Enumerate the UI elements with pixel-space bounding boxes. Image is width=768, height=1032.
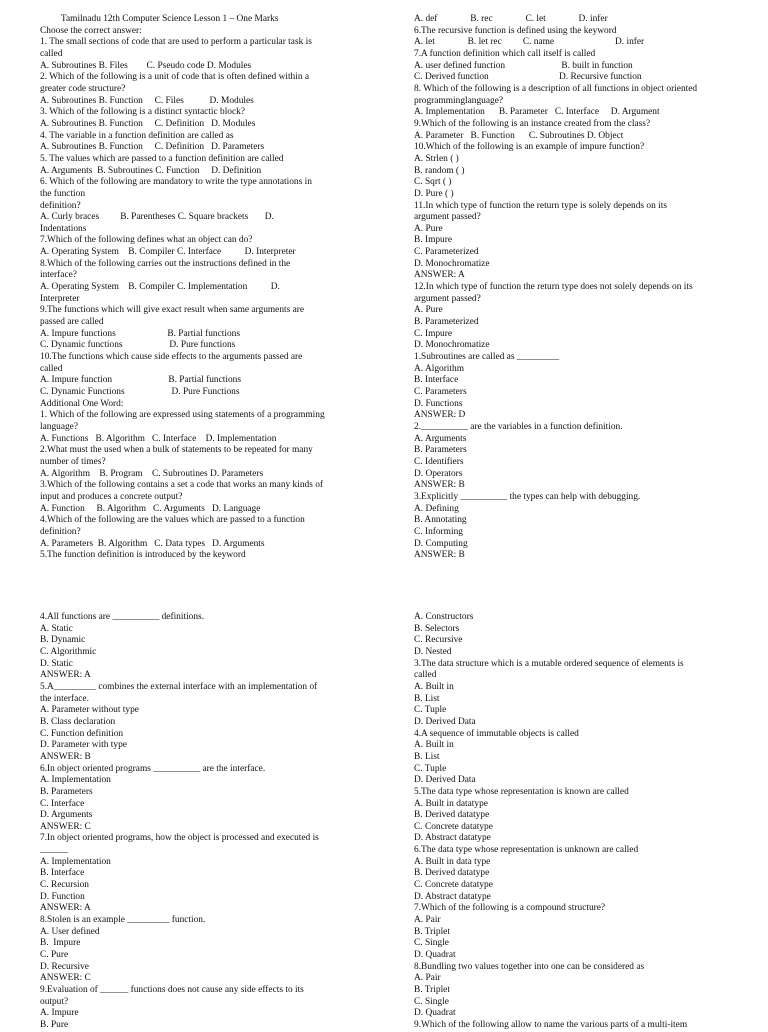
text-line: B. Triplet bbox=[414, 926, 450, 937]
text-line: 3. Which of the following is a distinct syntactic block? bbox=[40, 107, 245, 118]
text-line: 4. The variable in a function definition are called as bbox=[40, 130, 234, 141]
text-line: 12.In which type of function the return type does not solely depends on its bbox=[414, 282, 693, 293]
text-line: 2.What must the used when a bulk of statements to be repeated for many bbox=[40, 445, 313, 456]
text-line: D. Computing bbox=[414, 538, 468, 549]
text-line: A. Pair bbox=[414, 973, 441, 984]
text-line: 2. Which of the following is a unit of code that is often defined within a bbox=[40, 72, 310, 83]
text-line: A. Strlen ( ) bbox=[414, 153, 459, 164]
text-line: A. Constructors bbox=[414, 612, 474, 622]
text-line: A. Pure bbox=[414, 305, 443, 316]
text-line: A. Curly braces B. Parentheses C. Square brackets D. bbox=[40, 212, 274, 223]
text-line: ANSWER: D bbox=[414, 410, 466, 421]
text-line: 6.In object oriented programs __________ are the interface. bbox=[40, 763, 266, 774]
text-line: D. Static bbox=[40, 658, 73, 669]
text-line: A. user defined function B. built in function bbox=[414, 60, 633, 71]
text-line: called bbox=[40, 48, 63, 59]
text-line: ANSWER: B bbox=[414, 480, 465, 491]
text-line: D. Functions bbox=[414, 398, 463, 409]
text-line: 11.In which type of function the return type is solely depends on its bbox=[414, 200, 667, 211]
text-line: A. Implementation B. Parameter C. Interface D. Argument bbox=[414, 107, 660, 118]
page-2-right-column bbox=[414, 612, 748, 1032]
text-line: language? bbox=[40, 421, 78, 432]
text-line: B. Impure bbox=[40, 938, 81, 949]
text-line: A. Algorithm B. Program C. Subroutines D. Parameters bbox=[40, 468, 264, 479]
text-line: C. Recursion bbox=[40, 880, 89, 891]
text-line: C. Identifiers bbox=[414, 456, 464, 467]
text-line: 7.In object oriented programs, how the object is processed and executed is bbox=[40, 833, 319, 844]
text-line: 6.The data type whose representation is unknown are called bbox=[414, 845, 639, 856]
text-line: interface? bbox=[40, 270, 77, 281]
text-line: greater code structure? bbox=[40, 83, 126, 94]
text-line: output? bbox=[40, 996, 69, 1007]
text-line: C. Derived function D. Recursive function bbox=[414, 72, 642, 83]
text-line: A. Pair bbox=[414, 915, 441, 926]
text-line: 7.Which of the following is a compound structure? bbox=[414, 903, 606, 914]
text-line: definition? bbox=[40, 200, 81, 211]
text-line: argument passed? bbox=[414, 293, 481, 304]
text-line: 9.The functions which will give exact result when same arguments are bbox=[40, 305, 305, 316]
text-line: A. Impure bbox=[40, 1008, 79, 1019]
text-line: A. Subroutines B. Function C. Files D. Modules bbox=[40, 95, 254, 106]
text-line: 4.A sequence of immutable objects is called bbox=[414, 728, 579, 739]
text-line: Tamilnadu 12th Computer Science Lesson 1 – One Marks bbox=[40, 14, 279, 24]
text-line: Indentations bbox=[40, 223, 87, 234]
text-line: called bbox=[40, 363, 63, 374]
text-line: ANSWER: A bbox=[40, 670, 91, 681]
text-line: 6.The recursive function is defined using the keyword bbox=[414, 25, 617, 36]
text-line: B. random ( ) bbox=[414, 165, 465, 176]
text-line: 9.Which of the following allow to name the various parts of a multi-item bbox=[414, 1019, 688, 1030]
text-line: C. Recursive bbox=[414, 635, 463, 646]
page-1-right-column bbox=[414, 14, 748, 562]
text-line: C. Pure bbox=[40, 950, 69, 961]
text-line: 8. Which of the following is a description of all functions in object oriented bbox=[414, 83, 698, 94]
text-line: D. Derived Data bbox=[414, 716, 476, 727]
text-line: B. List bbox=[414, 693, 440, 704]
text-line: C. Tuple bbox=[414, 763, 447, 774]
text-line: Choose the correct answer: bbox=[40, 25, 142, 36]
text-line: 4.All functions are __________ definitions. bbox=[40, 612, 205, 622]
text-line: 1.Subroutines are called as _________ bbox=[414, 352, 560, 363]
text-line: C. Parameterized bbox=[414, 247, 479, 258]
text-line: C. Algorithmic bbox=[40, 646, 97, 657]
text-line: D. Parameter with type bbox=[40, 740, 127, 751]
text-line: input and produces a concrete output? bbox=[40, 491, 183, 502]
text-line: the function bbox=[40, 188, 86, 199]
text-line: A. Arguments bbox=[414, 433, 467, 444]
text-line: D. Abstract datatype bbox=[414, 833, 491, 844]
text-line: D. Arguments bbox=[40, 810, 93, 821]
text-line: A. Arguments B. Subroutines C. Function D. Definition bbox=[40, 165, 262, 176]
text-line: 10.The functions which cause side effects to the arguments passed are bbox=[40, 352, 303, 363]
text-line: C. Concrete datatype bbox=[414, 821, 493, 832]
text-line: 1. Which of the following are expressed using statements of a programming bbox=[40, 410, 325, 421]
text-line: A. Implementation bbox=[40, 856, 111, 867]
text-line: B. Triplet bbox=[414, 985, 450, 995]
text-line: B. Parameterized bbox=[414, 317, 479, 328]
text-line: ANSWER: B bbox=[40, 751, 91, 762]
text-line: B. Derived datatype bbox=[414, 868, 490, 879]
text-line: passed are called bbox=[40, 317, 104, 328]
text-line: A. Impure function B. Partial functions bbox=[40, 375, 242, 386]
text-line: D. Abstract datatype bbox=[414, 891, 491, 902]
text-line: D. Recursive bbox=[40, 961, 89, 972]
text-line: Additional One Word: bbox=[40, 398, 124, 409]
text-line: C. Sqrt ( ) bbox=[414, 177, 452, 188]
text-line: A. Subroutines B. Files C. Pseudo code D. Modules bbox=[40, 60, 252, 71]
text-line: C. Single bbox=[414, 938, 449, 949]
text-line: ANSWER: A bbox=[40, 903, 91, 914]
text-line: ANSWER: C bbox=[40, 973, 91, 984]
text-line: C. Dynamic functions D. Pure functions bbox=[40, 340, 236, 351]
text-line: B. Selectors bbox=[414, 623, 460, 634]
text-line: A. Built in bbox=[414, 740, 454, 751]
text-line: A. Operating System B. Compiler C. Interface D. Interpreter bbox=[40, 247, 296, 258]
text-line: D. Pure ( ) bbox=[414, 188, 454, 199]
text-line: C. Impure bbox=[414, 328, 453, 339]
text-line: A. Parameter without type bbox=[40, 705, 139, 716]
text-line: A. def B. rec C. let D. infer bbox=[414, 14, 608, 24]
text-line: C. Function definition bbox=[40, 728, 124, 739]
text-line: D. Function bbox=[40, 891, 85, 902]
text-line: D. Derived Data bbox=[414, 775, 476, 786]
text-line: C. Tuple bbox=[414, 705, 447, 716]
text-line: A. Defining bbox=[414, 503, 459, 514]
text-line: definition? bbox=[40, 526, 81, 537]
text-line: D. Quadrat bbox=[414, 950, 456, 961]
text-line: the interface. bbox=[40, 693, 89, 704]
text-line: 8.Bundling two values together into one can be considered as bbox=[414, 961, 645, 972]
text-line: C. Parameters bbox=[414, 387, 467, 397]
text-line: C. Interface bbox=[40, 798, 85, 809]
text-line: 10.Which of the following is an example of impure function? bbox=[414, 142, 645, 153]
text-line: called bbox=[414, 670, 437, 681]
text-line: C. Dynamic Functions D. Pure Functions bbox=[40, 387, 240, 397]
text-line: B. Class declaration bbox=[40, 716, 116, 727]
text-line: A. Impure functions B. Partial functions bbox=[40, 328, 240, 339]
text-line: 3.Which of the following contains a set a code that works an many kinds of bbox=[40, 480, 324, 491]
text-line: 8.Which of the following carries out the instructions defined in the bbox=[40, 258, 291, 269]
text-line: 5.A_________ combines the external interface with an implementation of bbox=[40, 681, 318, 692]
text-line: B. List bbox=[414, 751, 440, 762]
text-line: A. Built in bbox=[414, 681, 454, 692]
text-line: B. Derived datatype bbox=[414, 810, 490, 821]
text-line: B. Annotating bbox=[414, 515, 467, 526]
page-2-left-column bbox=[40, 612, 368, 1032]
text-line: A. Functions B. Algorithm C. Interface D. Implementation bbox=[40, 433, 277, 444]
text-line: B. Interface bbox=[40, 868, 85, 879]
text-line: 5.The function definition is introduced by the keyword bbox=[40, 550, 246, 561]
text-line: A. Static bbox=[40, 623, 73, 634]
text-line: 3.Explicitly __________ the types can help with debugging. bbox=[414, 491, 641, 502]
text-line: Interpreter bbox=[40, 293, 80, 304]
text-line: D. Monochromatize bbox=[414, 340, 490, 351]
text-line: C. Single bbox=[414, 996, 449, 1007]
text-line: A. Subroutines B. Function C. Definition D. Parameters bbox=[40, 142, 265, 153]
text-line: A. Pure bbox=[414, 223, 443, 234]
document-page-2 bbox=[0, 606, 768, 1030]
page-1-left-column bbox=[40, 14, 368, 562]
text-line: B. Interface bbox=[414, 375, 459, 386]
text-line: B. Dynamic bbox=[40, 635, 86, 646]
text-line: 4.Which of the following are the values which are passed to a function bbox=[40, 515, 305, 526]
text-line: 1. The small sections of code that are used to perform a particular task is bbox=[40, 37, 312, 48]
text-line: B. Pure bbox=[40, 1019, 69, 1030]
text-line: B. Parameters bbox=[414, 445, 467, 456]
text-line: ANSWER: A bbox=[414, 270, 465, 281]
text-line: C. Concrete datatype bbox=[414, 880, 493, 891]
text-line: D. Quadrat bbox=[414, 1008, 456, 1019]
text-line: B. Impure bbox=[414, 235, 453, 246]
text-line: A. Operating System B. Compiler C. Implementation D. bbox=[40, 282, 280, 293]
text-line: argument passed? bbox=[414, 212, 481, 223]
text-line: B. Parameters bbox=[40, 786, 93, 797]
text-line: ______ bbox=[40, 845, 69, 856]
text-line: 7.A function definition which call itself is called bbox=[414, 48, 596, 59]
text-line: A. Built in datatype bbox=[414, 798, 488, 809]
text-line: A. Algorithm bbox=[414, 363, 465, 374]
text-line: 9.Which of the following is an instance created from the class? bbox=[414, 118, 651, 129]
text-line: ANSWER: B bbox=[414, 550, 465, 561]
text-line: C. Informing bbox=[414, 526, 463, 537]
text-line: A. Function B. Algorithm C. Arguments D. Language bbox=[40, 503, 261, 514]
text-line: 7.Which of the following defines what an object can do? bbox=[40, 235, 253, 246]
text-line: A. User defined bbox=[40, 926, 100, 937]
text-line: A. Parameters B. Algorithm C. Data types D. Arguments bbox=[40, 538, 265, 549]
text-line: 3.The data structure which is a mutable ordered sequence of elements is bbox=[414, 658, 684, 669]
text-line: A. Implementation bbox=[40, 775, 111, 786]
text-line: A. let B. let rec C. name D. infer bbox=[414, 37, 645, 48]
text-line: 5.The data type whose representation is known are called bbox=[414, 786, 629, 797]
text-line: 6. Which of the following are mandatory to write the type annotations in bbox=[40, 177, 312, 188]
text-line: 2.__________ are the variables in a function definition. bbox=[414, 421, 623, 432]
text-line: D. Nested bbox=[414, 646, 452, 657]
text-line: A. Built in data type bbox=[414, 856, 491, 867]
text-line: A. Parameter B. Function C. Subroutines D. Object bbox=[414, 130, 624, 141]
text-line: ANSWER: C bbox=[40, 821, 91, 832]
text-line: D. Operators bbox=[414, 468, 463, 479]
text-line: programminglanguage? bbox=[414, 95, 504, 106]
text-line: number of times? bbox=[40, 456, 106, 467]
text-line: 5. The values which are passed to a function definition are called bbox=[40, 153, 284, 164]
text-line: 9.Evaluation of ______ functions does not cause any side effects to its bbox=[40, 985, 304, 995]
text-line: D. Monochromatize bbox=[414, 258, 490, 269]
text-line: 8.Stolen is an example _________ function. bbox=[40, 915, 206, 926]
text-line: A. Subroutines B. Function C. Definition D. Modules bbox=[40, 118, 256, 129]
